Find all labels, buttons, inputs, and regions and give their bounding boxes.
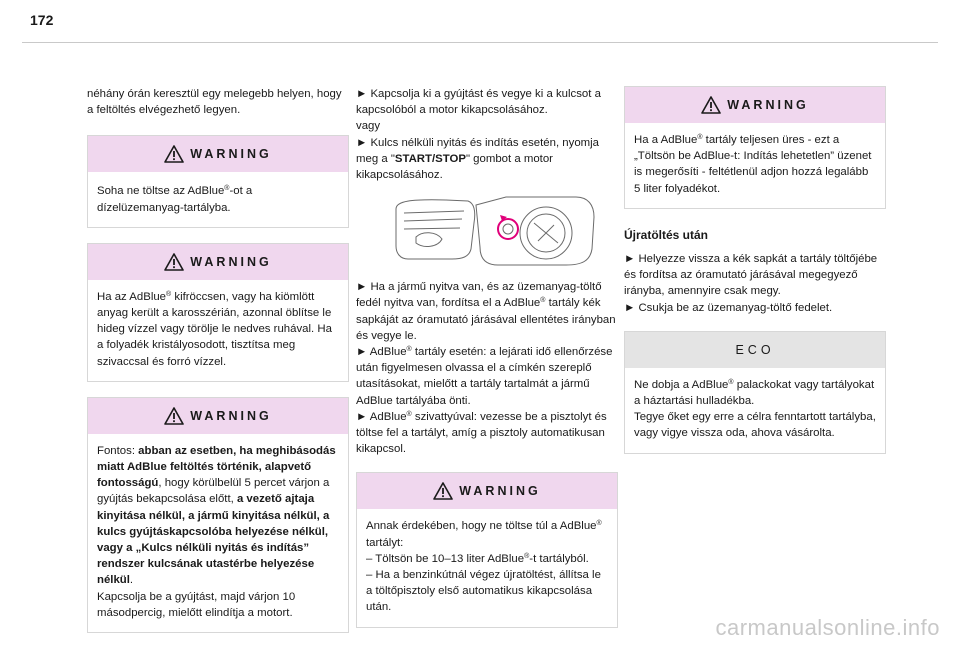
- text: tartály esetén: a lejárati idő ellenőrzése után figyelmesen olvassa el a címkén szereplő utasításokat, mielőtt a tartály tartalmát a jármű AdBlue tartályába önti.: [356, 346, 613, 407]
- registered-mark: ®: [596, 520, 602, 528]
- text: Ha az AdBlue: [97, 290, 167, 303]
- registered-mark: ®: [524, 552, 530, 560]
- instruction-or: vagy: [356, 120, 381, 133]
- adblue-filler-illustration: [356, 191, 618, 269]
- section-title: Újratöltés után: [624, 227, 709, 242]
- warning-body: [88, 172, 348, 226]
- warning-title: WARNING: [190, 147, 272, 162]
- warning-box-1: [87, 135, 349, 227]
- text: – Ha a benzinkútnál végez újratöltést, állítsa le a töltőpisztoly első automatikus kikapcsolása után.: [366, 569, 601, 614]
- warning-header: [625, 87, 885, 123]
- eco-header: [625, 332, 885, 368]
- warning-body: [88, 280, 348, 381]
- column-right: [624, 86, 886, 454]
- warning-body: [357, 509, 617, 626]
- warning-triangle-icon: [164, 145, 184, 163]
- registered-mark: ®: [540, 297, 546, 305]
- text: -t tartályból.: [529, 552, 589, 565]
- text: szivattyúval: vezesse be a pisztolyt és töltse fel a tartályt, amíg a pisztoly automatikusan kikapcsol.: [356, 410, 607, 456]
- text: tartályt:: [366, 536, 404, 549]
- eco-body: [625, 368, 885, 453]
- text: ► Ha a jármű nyitva van, és az üzemanyag-töltő fedél nyitva van, fordítsa el a AdBlue: [356, 281, 602, 310]
- instruction-ignition-off: ► Kapcsolja ki a gyújtást és vegye ki a kulcsot a kapcsolóból a motor kikapcsolásához.: [356, 88, 601, 117]
- text: tartály teljesen üres - ezt a „Töltsön be AdBlue-t: Indítás lehetetlen” üzenet is megerősíti - feltétlenül adjon hozzá legalább 5 liter folyadékot.: [634, 134, 872, 195]
- warning-title: WARNING: [459, 484, 541, 499]
- text: Fontos:: [97, 444, 139, 457]
- instruction-replace-cap: ► Helyezze vissza a kék sapkát a tartály töltőjébe és fordítsa az óramutató járásával megegyező irányba, amennyire csak megy.: [624, 253, 878, 298]
- text: Ha a AdBlue: [634, 134, 698, 146]
- warning-body: [625, 123, 885, 208]
- intro-text: néhány órán keresztül egy melegebb helyen, hogy a feltöltés elvégezhető legyen.: [87, 88, 342, 117]
- text: , hogy körülbelül 5 percet várjon a gyújtás bekapcsolása előtt,: [97, 477, 330, 506]
- warning-title: WARNING: [190, 408, 272, 423]
- text: palackokat vagy tartályokat a háztartási hulladékba.: [634, 378, 875, 408]
- warning-header: [357, 473, 617, 509]
- text: " gombot a motor kikapcsolásához.: [356, 152, 553, 182]
- registered-mark: ®: [406, 410, 412, 418]
- registered-mark: ®: [224, 185, 230, 193]
- text: Tegye őket egy erre a célra fenntartott tartályba, vagy vigye vissza oda, ahova vásárolta.: [634, 411, 876, 440]
- watermark: carmanualsonline.info: [715, 615, 940, 640]
- text: .: [129, 574, 134, 587]
- text: – Töltsön be 10–13 liter AdBlue: [366, 552, 525, 565]
- warning-header: [88, 244, 348, 280]
- registered-mark: ®: [728, 378, 734, 386]
- warning-title: WARNING: [190, 254, 272, 269]
- warning-triangle-icon: [164, 253, 184, 271]
- warning-box-5: [624, 86, 886, 209]
- text-bold: abban az esetben, ha meghibásodás miatt AdBlue feltöltés történik, alapvető fontosságú: [97, 444, 336, 490]
- warning-triangle-icon: [433, 482, 453, 500]
- eco-title: ECO: [735, 342, 775, 357]
- text: tartály kék sapkáját az óramutató járásával ellentétes irányban és vegye le.: [356, 297, 616, 342]
- warning-header: [88, 136, 348, 172]
- column-middle: [356, 86, 618, 628]
- instruction-bottle: [356, 344, 618, 409]
- warning-triangle-icon: [701, 96, 721, 114]
- rotate-arrow-icon: [498, 215, 518, 239]
- text: Soha ne töltse az AdBlue: [97, 185, 225, 198]
- warning-box-4: [356, 472, 618, 627]
- instruction-remove-cap: [356, 279, 618, 344]
- registered-mark: ®: [697, 134, 703, 141]
- text: Annak érdekében, hogy ne töltse túl a AdBlue: [366, 520, 597, 533]
- registered-mark: ®: [166, 290, 172, 298]
- text-bold: START/STOP: [394, 152, 466, 165]
- instruction-keyless: [356, 135, 618, 184]
- text: ► AdBlue: [356, 346, 407, 359]
- text: ► Kulcs nélküli nyitás és indítás esetén, nyomja meg a ": [356, 136, 600, 165]
- header-divider: [22, 42, 938, 43]
- instruction-close-flap: ► Csukja be az üzemanyag-töltő fedelet.: [624, 301, 833, 314]
- warning-body: [88, 434, 348, 632]
- text-bold: a vezető ajtaja kinyitása nélkül, a jármű kinyitása nélkül, a kulcs gyújtáskapcsolóba helyezése nélkül, vagy a „Kulcs nélküli nyitás és indítás” rendszer kulcsának utastérbe helyezése nélkül: [97, 493, 330, 587]
- eco-box: [624, 331, 886, 454]
- text: -ot a dízelüzemanyag-tartályba.: [97, 185, 253, 214]
- page-number: 172: [30, 12, 54, 28]
- text: Kapcsolja be a gyújtást, majd várjon 10 másodpercig, mielőtt elindítja a motort.: [97, 590, 296, 619]
- warning-triangle-icon: [164, 407, 184, 425]
- warning-header: [88, 398, 348, 434]
- instruction-pump: [356, 409, 618, 458]
- warning-box-2: [87, 243, 349, 382]
- text: ► AdBlue: [356, 410, 407, 423]
- registered-mark: ®: [406, 346, 412, 354]
- text: Ne dobja a AdBlue: [634, 378, 729, 391]
- text: kifröccsen, vagy ha kiömlött anyag került a karosszérián, azonnal öblítse le hideg vízzel vagy törölje le nedves ruhával. Ha a folyadék kristályosodott, tisztítsa meg szivaccsal és forró vízzel.: [97, 290, 332, 368]
- warning-title: WARNING: [727, 97, 809, 112]
- warning-box-3: [87, 397, 349, 633]
- column-left: [87, 86, 349, 633]
